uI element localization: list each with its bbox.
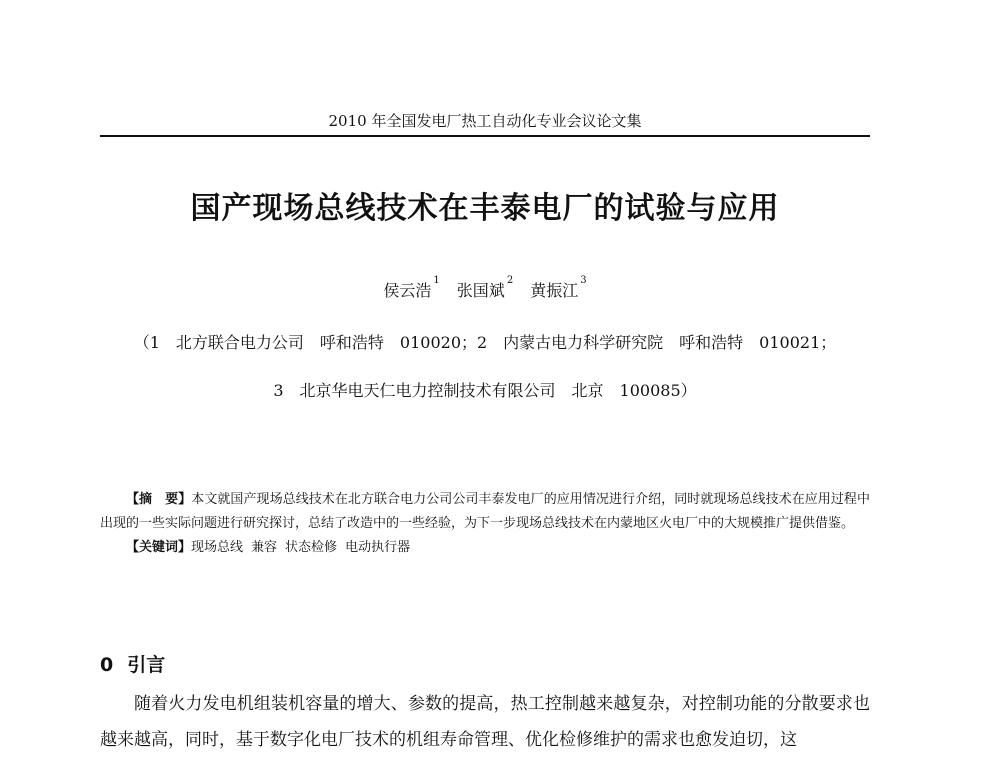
- keywords-line: [100, 536, 870, 560]
- paper-title: 国产现场总线技术在丰泰电厂的试验与应用: [190, 191, 780, 226]
- author: [456, 275, 514, 300]
- keyword: 电动执行器: [345, 540, 411, 555]
- keyword: 兼容: [251, 540, 278, 555]
- author-name: 黄振江: [530, 281, 579, 300]
- affiliation-line-2: 3 北京华电天仁电力控制技术有限公司 北京 100085）: [273, 381, 697, 400]
- section-heading: [100, 650, 165, 677]
- abstract-text: 本文就国产现场总线技术在北方联合电力公司公司丰泰发电厂的应用情况进行介绍，同时就现场总线技术在应用过程中出现的一些实际问题进行研究探讨，总结了改造中的一些经验，为下一步现场总线技术在内蒙地区火电厂中的大规模推广提供借鉴。: [100, 492, 870, 531]
- author: [383, 275, 440, 300]
- author-name: 侯云浩: [383, 281, 432, 300]
- author-affiliation-mark: 3: [580, 275, 587, 286]
- keyword: 现场总线: [191, 540, 244, 555]
- author: [530, 275, 587, 300]
- section-number: 0: [100, 654, 114, 676]
- author-affiliation-mark: 1: [433, 275, 440, 286]
- keywords-label: 【关键词】: [126, 540, 192, 555]
- keyword: 状态检修: [285, 540, 338, 555]
- author-affiliation-mark: 2: [506, 275, 514, 286]
- abstract-paragraph: [100, 488, 870, 536]
- header-rule: [100, 135, 870, 137]
- running-header: 2010 年全国发电厂热工自动化专业会议论文集: [328, 112, 642, 130]
- abstract-block: [100, 488, 870, 560]
- author-list: [100, 275, 870, 301]
- abstract-label: 【摘 要】: [126, 492, 192, 507]
- section-title: 引言: [127, 654, 166, 676]
- affiliation-line-1: （1 北方联合电力公司 呼和浩特 010020；2 内蒙古电力科学研究院 呼和浩特 010021；: [133, 333, 837, 352]
- author-name: 张国斌: [456, 281, 505, 300]
- intro-paragraph: 随着火力发电机组装机容量的增大、参数的提高，热工控制越来越复杂，对控制功能的分散要求也越来越高，同时，基于数字化电厂技术的机组寿命管理、优化检修维护的需求也愈发迫切，这: [100, 694, 870, 750]
